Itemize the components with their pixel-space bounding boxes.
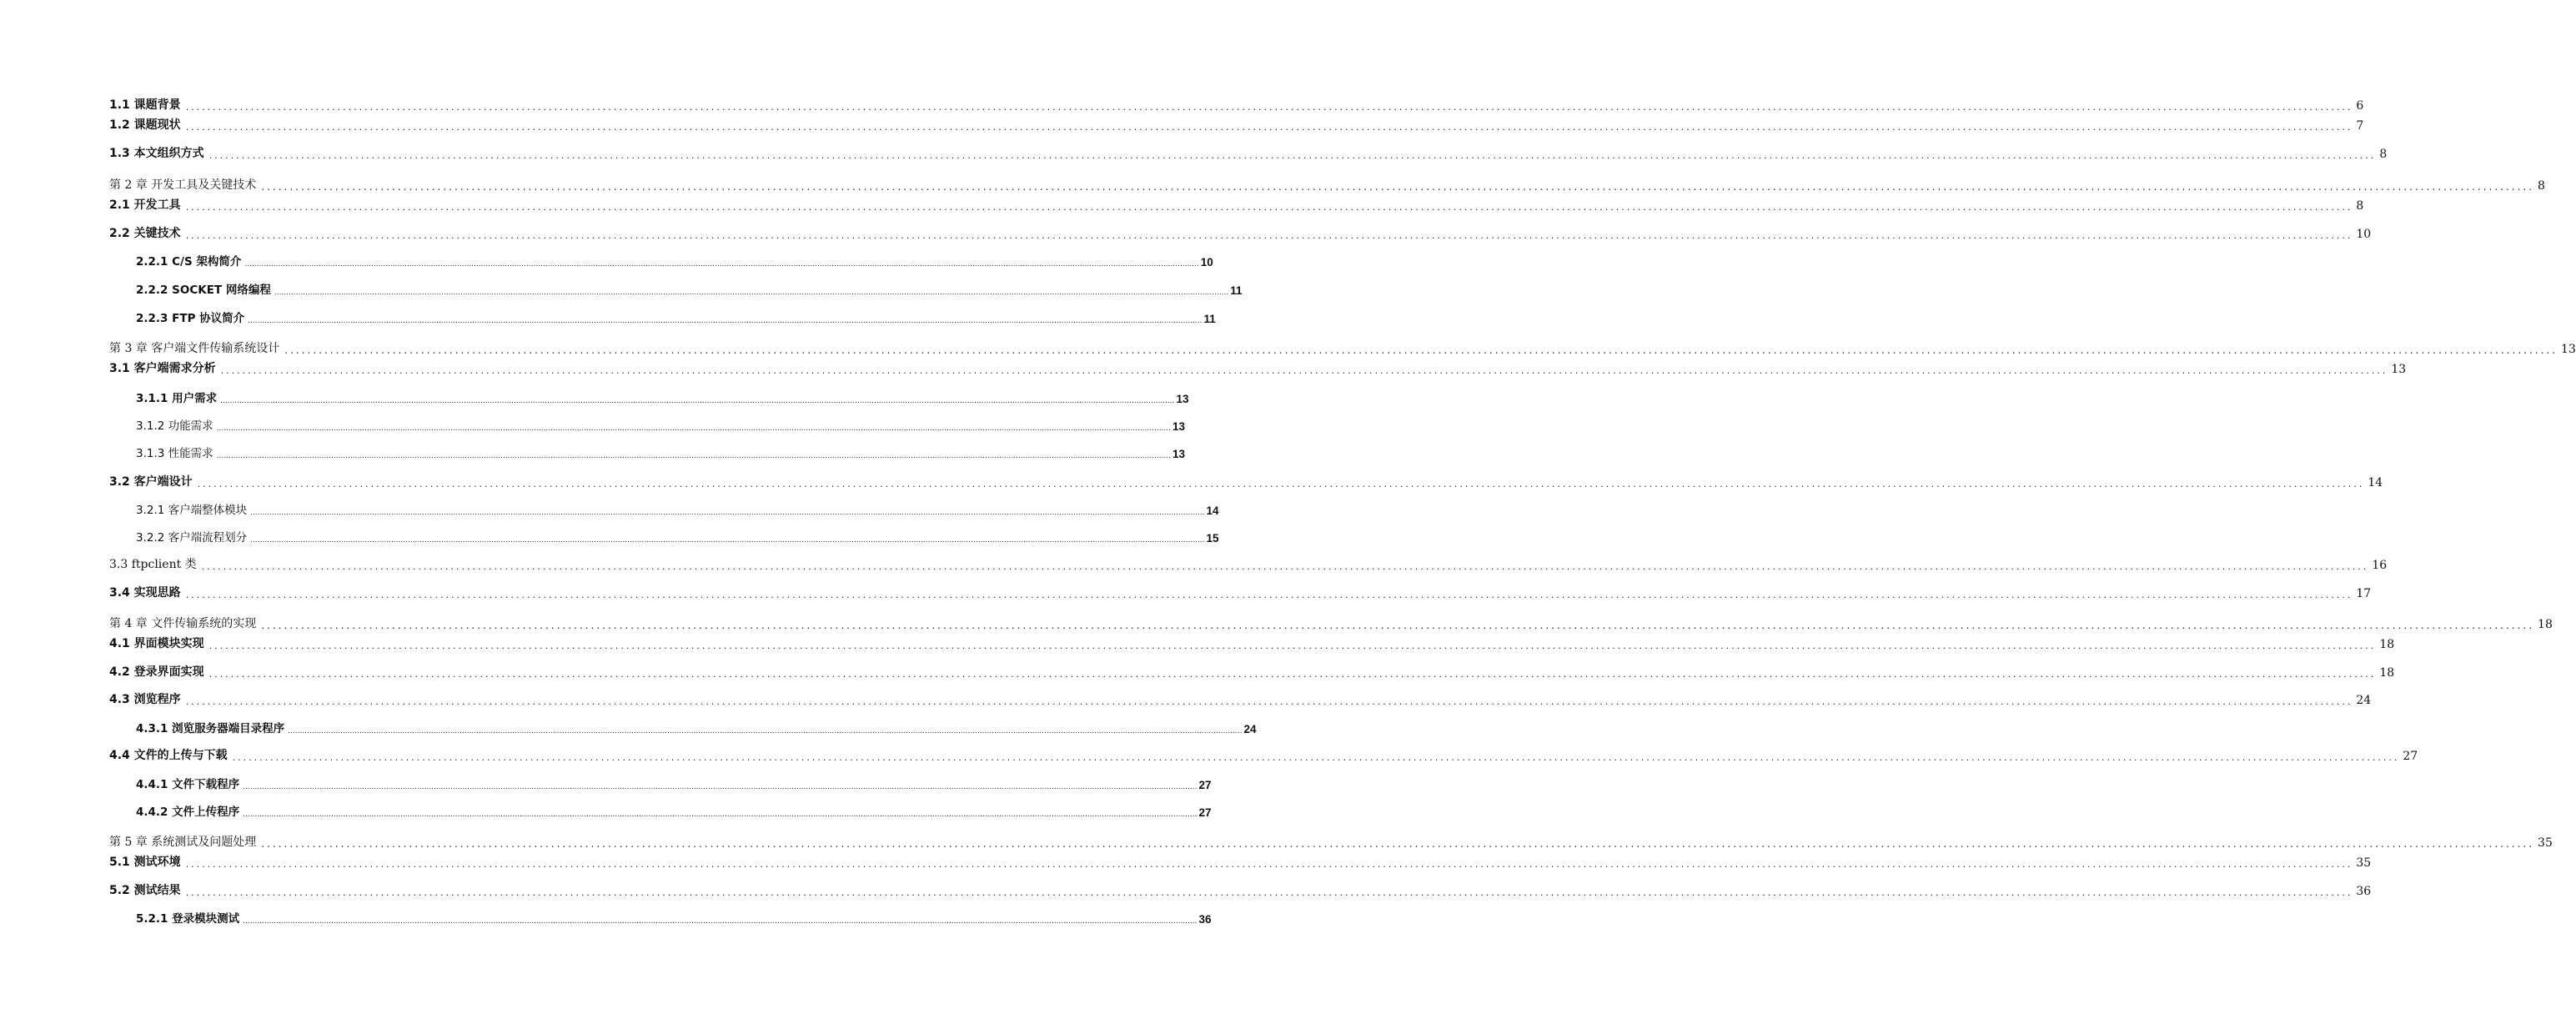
toc-dot-leader: ................................................................................................................................................................................................................................................................................................................................................................................................................ [250,536,1205,545]
toc-dot-leader: ................................................................................................................................................................................................................................................................................................................................................................................................................ [288,727,1243,735]
toc-entry-page: 11 [1230,284,1243,297]
toc-entry-label: 5.2 测试结果 [109,884,181,897]
toc-entry-label: 5.2.1 登录模块测试 [136,912,240,926]
toc-dot-leader: ................................................................................................................................................................................................................................................................................................................................................................................................................ [185,696,2353,707]
toc-entry-page: 13 [2561,343,2576,356]
toc-entry-label: 4.3 浏览程序 [109,693,181,706]
toc-entry-page: 13 [1173,420,1186,433]
toc-entry[interactable] [136,717,1257,735]
toc-entry-label: 第 3 章 客户端文件传输系统设计 [109,342,280,355]
toc-entry[interactable] [109,338,2576,356]
toc-entry-label: 3.3 ftpclient 类 [109,558,197,571]
toc-entry-page: 36 [1198,913,1212,926]
toc-entry-page: 10 [2356,228,2372,241]
toc-entry-page: 35 [2356,856,2372,870]
toc-dot-leader: ................................................................................................................................................................................................................................................................................................................................................................................................................ [244,260,1199,269]
toc-entry[interactable] [136,442,1186,460]
toc-entry-label: 2.2.1 C/S 架构简介 [136,255,242,269]
toc-entry[interactable] [109,143,2388,161]
toc-entry[interactable] [109,223,2372,241]
toc-dot-leader: ................................................................................................................................................................................................................................................................................................................................................................................................................ [232,752,2400,763]
toc-entry[interactable] [136,387,1189,405]
toc-dot-leader: ................................................................................................................................................................................................................................................................................................................................................................................................................ [185,122,2353,133]
toc-entry-page: 13 [1176,393,1189,405]
toc-entry[interactable] [109,689,2372,707]
toc-entry[interactable] [109,358,2407,376]
toc-entry[interactable] [136,414,1186,433]
toc-entry[interactable] [109,745,2418,763]
toc-entry-label: 2.2.2 SOCKET 网络编程 [136,284,271,297]
toc-entry-label: 4.2 登录界面实现 [109,665,204,679]
toc-entry-page: 24 [2356,694,2372,707]
toc-entry-page: 27 [1198,806,1212,819]
toc-entry-label: 4.1 界面模块实现 [109,637,204,650]
toc-entry-label: 5.1 测试环境 [109,856,181,869]
toc-entry-label: 1.2 课题现状 [109,118,181,132]
toc-dot-leader: ................................................................................................................................................................................................................................................................................................................................................................................................................ [243,811,1198,819]
toc-entry[interactable] [136,526,1219,545]
toc-entry-label: 1.1 课题背景 [109,98,181,112]
toc-entry-label: 3.1.2 功能需求 [136,419,213,433]
toc-entry-page: 13 [1173,448,1186,460]
toc-entry-page: 17 [2356,587,2372,600]
toc-dot-leader: ................................................................................................................................................................................................................................................................................................................................................................................................................ [284,344,2558,356]
toc-dot-leader: ................................................................................................................................................................................................................................................................................................................................................................................................................ [248,317,1203,325]
toc-entry[interactable] [136,250,1213,269]
toc-dot-leader: ................................................................................................................................................................................................................................................................................................................................................................................................................ [261,181,2535,193]
toc-entry-page: 8 [2538,179,2545,193]
toc-entry-label: 2.2.3 FTP 协议简介 [136,312,245,325]
toc-dot-leader: ................................................................................................................................................................................................................................................................................................................................................................................................................ [208,669,2377,680]
toc-entry[interactable] [136,307,1216,325]
toc-entry-page: 15 [1206,532,1219,545]
toc-dot-leader: ................................................................................................................................................................................................................................................................................................................................................................................................................ [208,640,2377,651]
toc-entry[interactable] [109,174,2545,193]
toc-entry-label: 4.4.2 文件上传程序 [136,806,240,819]
toc-entry[interactable] [109,582,2372,600]
toc-entry[interactable] [136,499,1219,517]
toc-dot-leader: ................................................................................................................................................................................................................................................................................................................................................................................................................ [201,561,2369,572]
toc-entry[interactable] [109,471,2383,489]
toc-entry-page: 6 [2356,99,2364,113]
toc-entry-label: 3.2.1 客户端整体模块 [136,504,248,517]
toc-dot-leader: ................................................................................................................................................................................................................................................................................................................................................................................................................ [185,590,2353,600]
toc-dot-leader: ................................................................................................................................................................................................................................................................................................................................................................................................................ [243,783,1198,791]
toc-entry-page: 18 [2379,638,2395,651]
toc-dot-leader: ................................................................................................................................................................................................................................................................................................................................................................................................................ [220,365,2388,376]
toc-entry-label: 第 4 章 文件传输系统的实现 [109,617,257,630]
toc-entry[interactable] [136,773,1212,791]
toc-entry-label: 2.2 关键技术 [109,227,181,240]
toc-dot-leader: ................................................................................................................................................................................................................................................................................................................................................................................................................ [216,424,1171,433]
toc-entry[interactable] [109,554,2388,572]
toc-entry[interactable] [109,831,2553,850]
toc-entry-label: 4.4.1 文件下载程序 [136,778,240,791]
toc-entry-label: 3.1 客户端需求分析 [109,362,216,375]
toc-entry-page: 11 [1203,313,1216,325]
toc-entry-label: 3.1.1 用户需求 [136,392,218,405]
toc-entry-label: 4.3.1 浏览服务器端目录程序 [136,722,285,735]
toc-entry[interactable] [136,801,1212,819]
toc-entry-page: 10 [1200,256,1213,269]
toc-entry-page: 8 [2379,148,2388,161]
toc-entry-label: 第 5 章 系统测试及问题处理 [109,836,257,849]
toc-entry[interactable] [109,613,2553,631]
toc-dot-leader: ................................................................................................................................................................................................................................................................................................................................................................................................................ [261,620,2535,631]
toc-entry[interactable] [109,94,2364,113]
toc-entry[interactable] [109,880,2372,898]
toc-entry[interactable] [109,114,2364,133]
toc-dot-leader: ................................................................................................................................................................................................................................................................................................................................................................................................................ [216,452,1171,460]
toc-entry-page: 16 [2372,559,2388,572]
toc-dot-leader: ................................................................................................................................................................................................................................................................................................................................................................................................................ [250,509,1205,517]
toc-entry-label: 4.4 文件的上传与下载 [109,749,228,762]
toc-dot-leader: ................................................................................................................................................................................................................................................................................................................................................................................................................ [185,202,2353,213]
toc-entry-label: 3.2.2 客户端流程划分 [136,531,248,545]
toc-entry-page: 35 [2538,836,2553,850]
toc-entry[interactable] [109,194,2364,213]
toc-entry[interactable] [136,907,1212,926]
toc-entry-page: 7 [2356,119,2364,133]
toc-entry[interactable] [109,851,2372,870]
toc-entry-label: 3.4 实现思路 [109,586,181,600]
toc-entry-label: 2.1 开发工具 [109,198,181,212]
toc-dot-leader: ................................................................................................................................................................................................................................................................................................................................................................................................................ [274,289,1229,297]
toc-entry-page: 36 [2356,885,2372,898]
toc-entry-label: 1.3 本文组织方式 [109,147,204,160]
toc-entry-page: 13 [2391,363,2407,376]
toc-entry-page: 14 [1206,504,1219,517]
toc-entry-label: 3.2 客户端设计 [109,475,193,489]
toc-dot-leader: ................................................................................................................................................................................................................................................................................................................................................................................................................ [243,917,1198,926]
toc-dot-leader: ................................................................................................................................................................................................................................................................................................................................................................................................................ [185,230,2353,241]
toc-entry-page: 24 [1243,723,1257,735]
toc-entry[interactable] [136,279,1243,297]
toc-entry[interactable] [109,661,2395,680]
toc-entry-label: 3.1.3 性能需求 [136,447,213,460]
toc-entry-page: 14 [2368,476,2383,489]
toc-entry-page: 27 [2403,750,2418,763]
toc-dot-leader: ................................................................................................................................................................................................................................................................................................................................................................................................................ [220,397,1175,405]
toc-dot-leader: ................................................................................................................................................................................................................................................................................................................................................................................................................ [197,479,2365,489]
toc-entry-page: 27 [1198,779,1212,791]
toc-dot-leader: ................................................................................................................................................................................................................................................................................................................................................................................................................ [185,102,2353,113]
toc-entry[interactable] [109,633,2395,651]
toc-entry-page: 18 [2379,666,2395,680]
toc-dot-leader: ................................................................................................................................................................................................................................................................................................................................................................................................................ [185,887,2353,898]
toc-dot-leader: ................................................................................................................................................................................................................................................................................................................................................................................................................ [208,150,2377,161]
toc-entry-page: 8 [2356,199,2364,213]
toc-dot-leader: ................................................................................................................................................................................................................................................................................................................................................................................................................ [185,859,2353,870]
toc-entry-label: 第 2 章 开发工具及关键技术 [109,178,257,192]
toc-dot-leader: ................................................................................................................................................................................................................................................................................................................................................................................................................ [261,838,2535,850]
toc-entry-page: 18 [2538,618,2553,631]
